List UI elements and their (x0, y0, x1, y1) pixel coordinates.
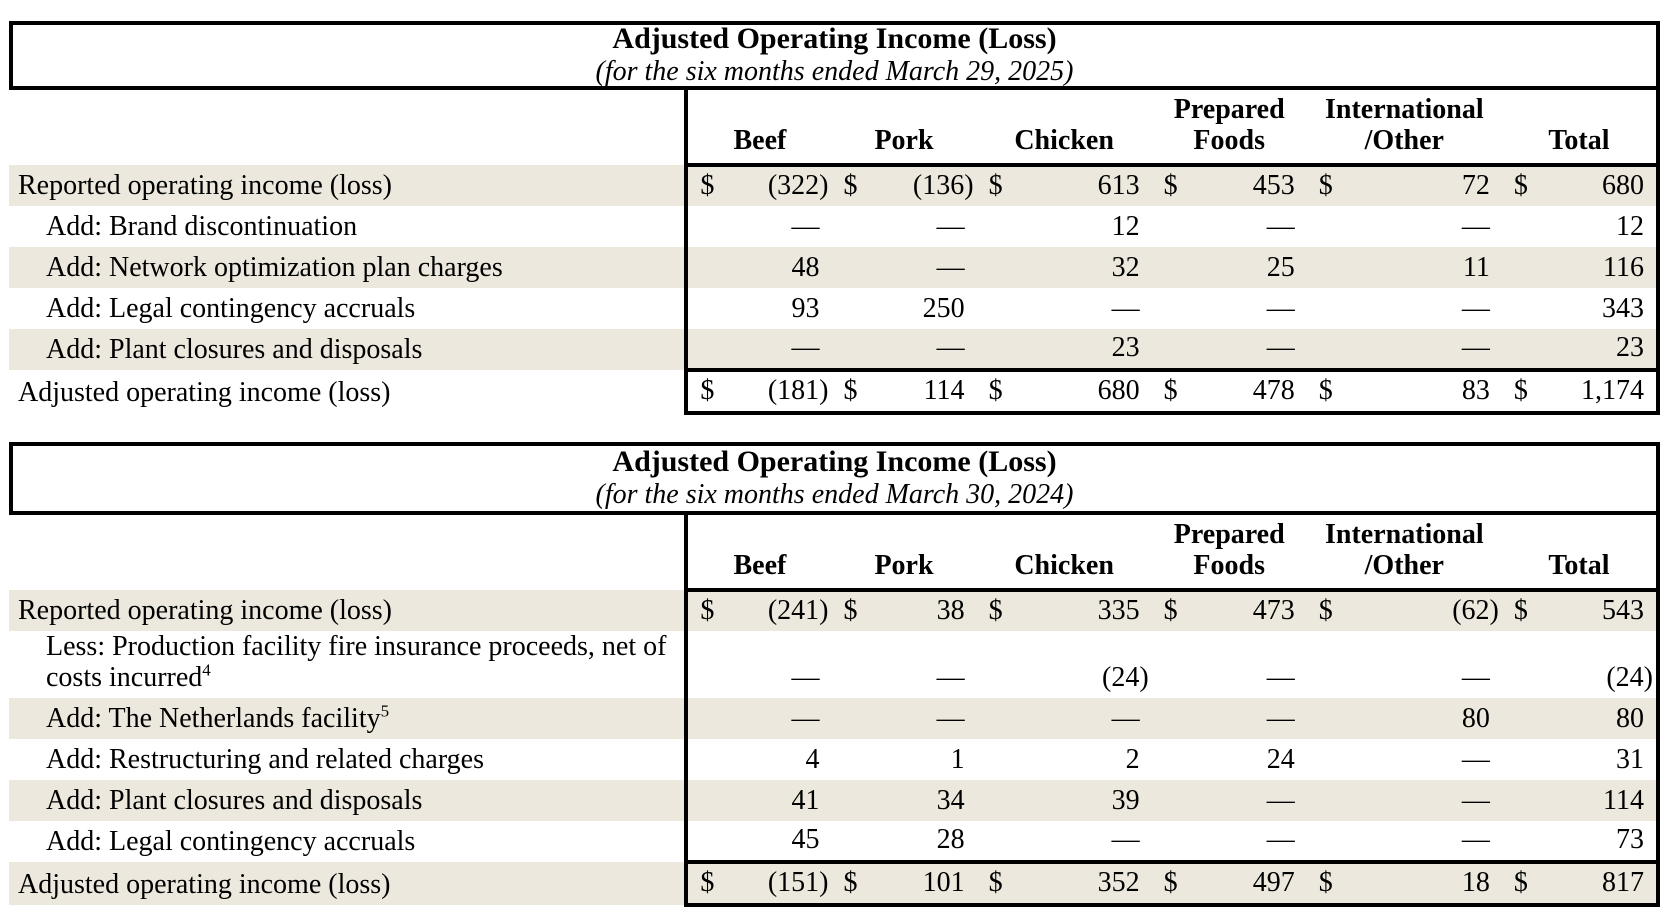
row-label: Add: Legal contingency accruals (46, 826, 416, 857)
cell-value: 116 (1532, 247, 1658, 288)
row-label: Add: Legal contingency accruals (46, 293, 416, 324)
dollar-sign (1502, 698, 1532, 739)
column-header-foods: Prepared Foods (1152, 515, 1307, 590)
cell-value: 335 (1007, 590, 1152, 631)
cell-value: — (1461, 744, 1490, 775)
table-row (9, 590, 1658, 631)
cell-value: (62) (1337, 590, 1502, 631)
dollar-sign (1152, 206, 1182, 247)
adjusted-operating-income-2025-section (9, 21, 1660, 415)
cell-value: 45 (716, 821, 831, 862)
dollar-sign (1307, 698, 1337, 739)
table-row (9, 821, 1658, 862)
dollar-sign (1307, 247, 1337, 288)
row-label: Add: Brand discontinuation (46, 211, 358, 242)
column-header-chicken: Chicken (977, 515, 1152, 590)
dollar-sign (686, 288, 716, 329)
total-row (9, 862, 1658, 905)
cell-value: 34 (861, 780, 976, 821)
cell-value: 453 (1182, 165, 1307, 206)
dollar-sign (1502, 206, 1532, 247)
dollar-sign (686, 329, 716, 370)
column-header-pork: Pork (831, 90, 976, 165)
segment-results-table-2024 (9, 515, 1660, 907)
cell-value: (151) (716, 862, 831, 905)
column-header-beef: Beef (686, 90, 831, 165)
dollar-sign: $ (1502, 590, 1532, 631)
cell-value: 23 (1532, 329, 1658, 370)
dollar-sign (1307, 780, 1337, 821)
cell-value: — (1182, 329, 1307, 370)
table-row (9, 165, 1658, 206)
cell-value: 478 (1182, 370, 1307, 413)
cell-value: 497 (1182, 862, 1307, 905)
footnote-ref: 4 (202, 660, 211, 680)
column-header-other: International /Other (1307, 515, 1502, 590)
dollar-sign: $ (831, 590, 861, 631)
dollar-sign (1152, 698, 1182, 739)
column-header-pork: Pork (831, 515, 976, 590)
cell-value: 28 (861, 821, 976, 862)
cell-value: 817 (1532, 862, 1658, 905)
column-header-other: International /Other (1307, 90, 1502, 165)
dollar-sign: $ (831, 370, 861, 413)
dollar-sign: $ (977, 862, 1007, 905)
cell-value: 114 (1532, 780, 1658, 821)
dollar-sign: $ (1307, 370, 1337, 413)
dollar-sign (1502, 821, 1532, 862)
cell-value: — (1337, 780, 1502, 821)
cell-value: 73 (1532, 821, 1658, 862)
cell-value: — (791, 662, 820, 693)
cell-value: 31 (1532, 739, 1658, 780)
cell-value: 25 (1182, 247, 1307, 288)
table-row (9, 206, 1658, 247)
row-label: Add: The Netherlands facility$^5$ (9, 698, 686, 739)
table-title-box (9, 21, 1660, 90)
cell-value: — (1266, 293, 1295, 324)
dollar-sign: $ (831, 165, 861, 206)
dollar-sign (831, 247, 861, 288)
row-label: Reported operating income (loss) (9, 165, 686, 206)
cell-value: 38 (861, 590, 976, 631)
column-header-foods: Prepared Foods (1152, 90, 1307, 165)
cell-value: — (1266, 211, 1295, 242)
cell-value: 11 (1337, 247, 1502, 288)
table-subtitle: (for the six months ended March 29, 2025) (595, 56, 1074, 87)
cell-value: — (1461, 211, 1490, 242)
row-label: Add: Network optimization plan charges (9, 247, 686, 288)
dollar-sign: $ (686, 590, 716, 631)
dollar-sign (977, 329, 1007, 370)
cell-value: (24) (1102, 662, 1149, 693)
dollar-sign (831, 698, 861, 739)
cell-value: — (1266, 662, 1295, 693)
cell-value: 41 (716, 780, 831, 821)
row-label: Adjusted operating income (loss) (9, 862, 686, 905)
cell-value: 250 (922, 293, 965, 324)
cell-value: 1 (950, 744, 965, 775)
page-root (0, 21, 1674, 919)
cell-value: — (1337, 329, 1502, 370)
dollar-sign (1502, 739, 1532, 780)
dollar-sign (1152, 739, 1182, 780)
cell-value: — (1111, 293, 1140, 324)
cell-value: — (861, 247, 976, 288)
cell-value: (24) (1532, 631, 1658, 698)
cell-value: — (936, 662, 965, 693)
cell-value: 473 (1182, 590, 1307, 631)
cell-value: (241) (716, 590, 831, 631)
dollar-sign (1307, 821, 1337, 862)
table-title-box (9, 442, 1660, 515)
cell-value: 23 (1007, 329, 1152, 370)
segment-results-table-2025 (9, 90, 1660, 415)
dollar-sign (977, 206, 1007, 247)
cell-value: 32 (1007, 247, 1152, 288)
column-header-row (9, 90, 1658, 165)
dollar-sign (831, 206, 861, 247)
dollar-sign (1502, 288, 1532, 329)
cell-value: 12 (1111, 211, 1140, 242)
dollar-sign: $ (977, 370, 1007, 413)
dollar-sign (1152, 288, 1182, 329)
footnote-ref: 5 (380, 701, 390, 721)
dollar-sign: $ (977, 165, 1007, 206)
row-label: Adjusted operating income (loss) (18, 377, 391, 408)
dollar-sign (977, 821, 1007, 862)
dollar-sign: $ (1502, 862, 1532, 905)
dollar-sign (977, 698, 1007, 739)
dollar-sign: $ (1152, 590, 1182, 631)
total-row (9, 370, 1658, 413)
table-subtitle: (for the six months ended March 30, 2024) (595, 479, 1074, 510)
adjusted-operating-income-2024-section (9, 442, 1660, 907)
cell-value: — (861, 329, 976, 370)
dollar-sign: $ (1152, 165, 1182, 206)
dollar-sign (686, 247, 716, 288)
table-row (9, 288, 1658, 329)
dollar-sign (686, 821, 716, 862)
row-label: Add: Restructuring and related charges (46, 744, 485, 775)
dollar-sign (686, 739, 716, 780)
dollar-sign: $ (1307, 590, 1337, 631)
dollar-sign (977, 247, 1007, 288)
dollar-sign (831, 288, 861, 329)
dollar-sign (831, 821, 861, 862)
table-title: Adjusted Operating Income (Loss) (612, 22, 1057, 55)
dollar-sign (1307, 206, 1337, 247)
cell-value: (322) (716, 165, 831, 206)
cell-value: — (716, 698, 831, 739)
cell-value: 80 (1532, 698, 1658, 739)
cell-value: (136) (861, 165, 976, 206)
column-header-total: Total (1502, 515, 1658, 590)
cell-value: 18 (1337, 862, 1502, 905)
cell-value: — (861, 698, 976, 739)
table-row (9, 631, 1658, 698)
cell-value: — (1461, 293, 1490, 324)
cell-value: 343 (1532, 288, 1658, 329)
cell-value: — (716, 329, 831, 370)
cell-value: 680 (1532, 165, 1658, 206)
cell-value: — (1461, 662, 1490, 693)
row-label: Reported operating income (loss) (9, 590, 686, 631)
dollar-sign (686, 780, 716, 821)
cell-value: 4 (805, 744, 820, 775)
dollar-sign (1502, 329, 1532, 370)
cell-value: 83 (1337, 370, 1502, 413)
dollar-sign (831, 329, 861, 370)
dollar-sign (686, 631, 716, 698)
dollar-sign (1307, 739, 1337, 780)
dollar-sign (1152, 247, 1182, 288)
dollar-sign (977, 288, 1007, 329)
cell-value: 93 (791, 293, 820, 324)
dollar-sign (1152, 821, 1182, 862)
dollar-sign (1502, 780, 1532, 821)
table-row (9, 780, 1658, 821)
cell-value: — (1007, 698, 1152, 739)
cell-value: 680 (1007, 370, 1152, 413)
dollar-sign (1152, 780, 1182, 821)
dollar-sign (977, 739, 1007, 780)
cell-value: 101 (861, 862, 976, 905)
cell-value: 24 (1266, 744, 1295, 775)
cell-value: 352 (1007, 862, 1152, 905)
table-row (9, 329, 1658, 370)
dollar-sign: $ (686, 165, 716, 206)
dollar-sign (831, 739, 861, 780)
dollar-sign (686, 698, 716, 739)
dollar-sign: $ (1502, 370, 1532, 413)
cell-value: 543 (1532, 590, 1658, 631)
dollar-sign: $ (1502, 165, 1532, 206)
column-header-chicken: Chicken (977, 90, 1152, 165)
dollar-sign (686, 206, 716, 247)
cell-value: — (1337, 821, 1502, 862)
dollar-sign: $ (686, 862, 716, 905)
row-label: Add: Plant closures and disposals (9, 780, 686, 821)
dollar-sign (831, 780, 861, 821)
cell-value: — (1182, 821, 1307, 862)
dollar-sign: $ (831, 862, 861, 905)
dollar-sign: $ (977, 590, 1007, 631)
cell-value: — (791, 211, 820, 242)
table-row (9, 698, 1658, 739)
cell-value: — (1007, 821, 1152, 862)
dollar-sign (1307, 631, 1337, 698)
dollar-sign: $ (1152, 862, 1182, 905)
column-header-row (9, 515, 1658, 590)
dollar-sign (1307, 329, 1337, 370)
dollar-sign: $ (1307, 165, 1337, 206)
cell-value: (181) (716, 370, 831, 413)
cell-value: 39 (1007, 780, 1152, 821)
cell-value: 613 (1007, 165, 1152, 206)
cell-value: 80 (1337, 698, 1502, 739)
dollar-sign (1502, 247, 1532, 288)
header-spacer (9, 90, 686, 165)
dollar-sign: $ (1307, 862, 1337, 905)
cell-value: — (1182, 698, 1307, 739)
table-row (9, 739, 1658, 780)
dollar-sign (831, 631, 861, 698)
cell-value: 12 (1532, 206, 1658, 247)
dollar-sign (977, 780, 1007, 821)
header-spacer (9, 515, 686, 590)
dollar-sign (1502, 631, 1532, 698)
table-row (9, 247, 1658, 288)
dollar-sign: $ (1152, 370, 1182, 413)
table-title: Adjusted Operating Income (Loss) (612, 445, 1057, 478)
dollar-sign (1152, 631, 1182, 698)
dollar-sign (1307, 288, 1337, 329)
column-header-total: Total (1502, 90, 1658, 165)
cell-value: 1,174 (1532, 370, 1658, 413)
cell-value: — (1182, 780, 1307, 821)
cell-value: 48 (716, 247, 831, 288)
dollar-sign (977, 631, 1007, 698)
row-label: Add: Plant closures and disposals (9, 329, 686, 370)
cell-value: 114 (861, 370, 976, 413)
dollar-sign (1152, 329, 1182, 370)
column-header-beef: Beef (686, 515, 831, 590)
cell-value: 2 (1125, 744, 1140, 775)
cell-value: 72 (1337, 165, 1502, 206)
row-label: Less: Production facility fire insurance proceeds, net of costs incurred$^4$ (46, 631, 667, 693)
dollar-sign: $ (686, 370, 716, 413)
cell-value: — (936, 211, 965, 242)
